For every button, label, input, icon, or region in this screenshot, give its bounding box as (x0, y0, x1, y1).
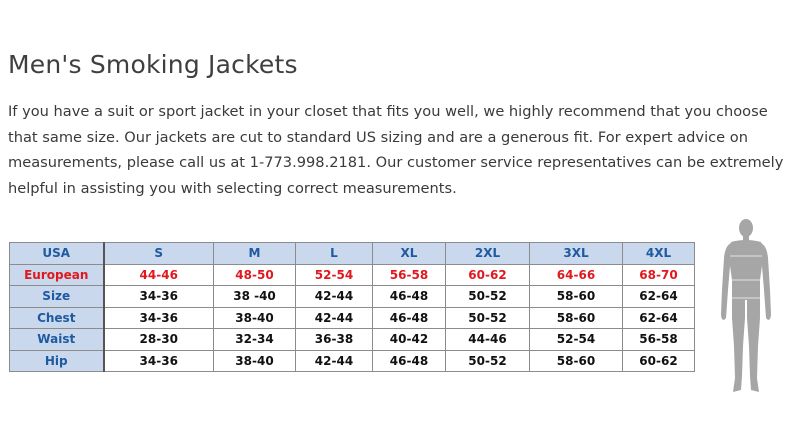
table-cell: 56-58 (623, 329, 695, 351)
header-cell: S (104, 243, 214, 265)
table-cell: 42-44 (296, 286, 373, 308)
row-label: Chest (10, 307, 104, 329)
table-cell: 62-64 (623, 307, 695, 329)
table-cell: 68-70 (623, 264, 695, 286)
table-cell: 34-36 (104, 286, 214, 308)
table-cell: 58-60 (530, 307, 623, 329)
table-cell: 38-40 (214, 307, 296, 329)
row-label: Size (10, 286, 104, 308)
table-cell: 40-42 (373, 329, 446, 351)
size-guide-description: If you have a suit or sport jacket in your closet that fits you well, we highly recommend that you choose that same size. Our jackets are cut to standard US sizing and are a generous fit. For expert advice on measurements, please call us at 1-773.998.2181. Our customer service representatives can be extremely helpful in assisting you with selecting correct measurements. (8, 103, 784, 197)
table-cell: 48-50 (214, 264, 296, 286)
table-cell: 42-44 (296, 350, 373, 372)
table-cell: 46-48 (373, 307, 446, 329)
table-cell: 28-30 (104, 329, 214, 351)
header-cell: L (296, 243, 373, 265)
table-row (10, 264, 695, 286)
male-body-silhouette-icon (716, 218, 776, 403)
table-cell: 32-34 (214, 329, 296, 351)
table-cell: 52-54 (296, 264, 373, 286)
table-row (10, 329, 695, 351)
table-cell: 56-58 (373, 264, 446, 286)
row-label: European (10, 264, 104, 286)
table-row (10, 286, 695, 308)
row-label: Hip (10, 350, 104, 372)
size-chart-table (9, 242, 695, 372)
table-row (10, 307, 695, 329)
table-cell: 38-40 (214, 350, 296, 372)
table-cell: 46-48 (373, 286, 446, 308)
table-cell: 50-52 (446, 350, 530, 372)
table-cell: 46-48 (373, 350, 446, 372)
table-cell: 38 -40 (214, 286, 296, 308)
header-cell: XL (373, 243, 446, 265)
table-cell: 62-64 (623, 286, 695, 308)
table-cell: 60-62 (623, 350, 695, 372)
table-cell: 44-46 (104, 264, 214, 286)
header-cell: USA (10, 243, 104, 265)
table-cell: 52-54 (530, 329, 623, 351)
table-cell: 60-62 (446, 264, 530, 286)
table-row (10, 350, 695, 372)
table-cell: 36-38 (296, 329, 373, 351)
table-cell: 44-46 (446, 329, 530, 351)
table-cell: 34-36 (104, 307, 214, 329)
table-cell: 50-52 (446, 307, 530, 329)
table-cell: 34-36 (104, 350, 214, 372)
table-cell: 64-66 (530, 264, 623, 286)
header-cell: 4XL (623, 243, 695, 265)
header-cell: M (214, 243, 296, 265)
header-cell: 2XL (446, 243, 530, 265)
page-title: Men's Smoking Jackets (8, 50, 298, 79)
header-cell: 3XL (530, 243, 623, 265)
table-header-row (10, 243, 695, 265)
table-cell: 42-44 (296, 307, 373, 329)
row-label: Waist (10, 329, 104, 351)
table-cell: 58-60 (530, 350, 623, 372)
table-cell: 50-52 (446, 286, 530, 308)
table-cell: 58-60 (530, 286, 623, 308)
